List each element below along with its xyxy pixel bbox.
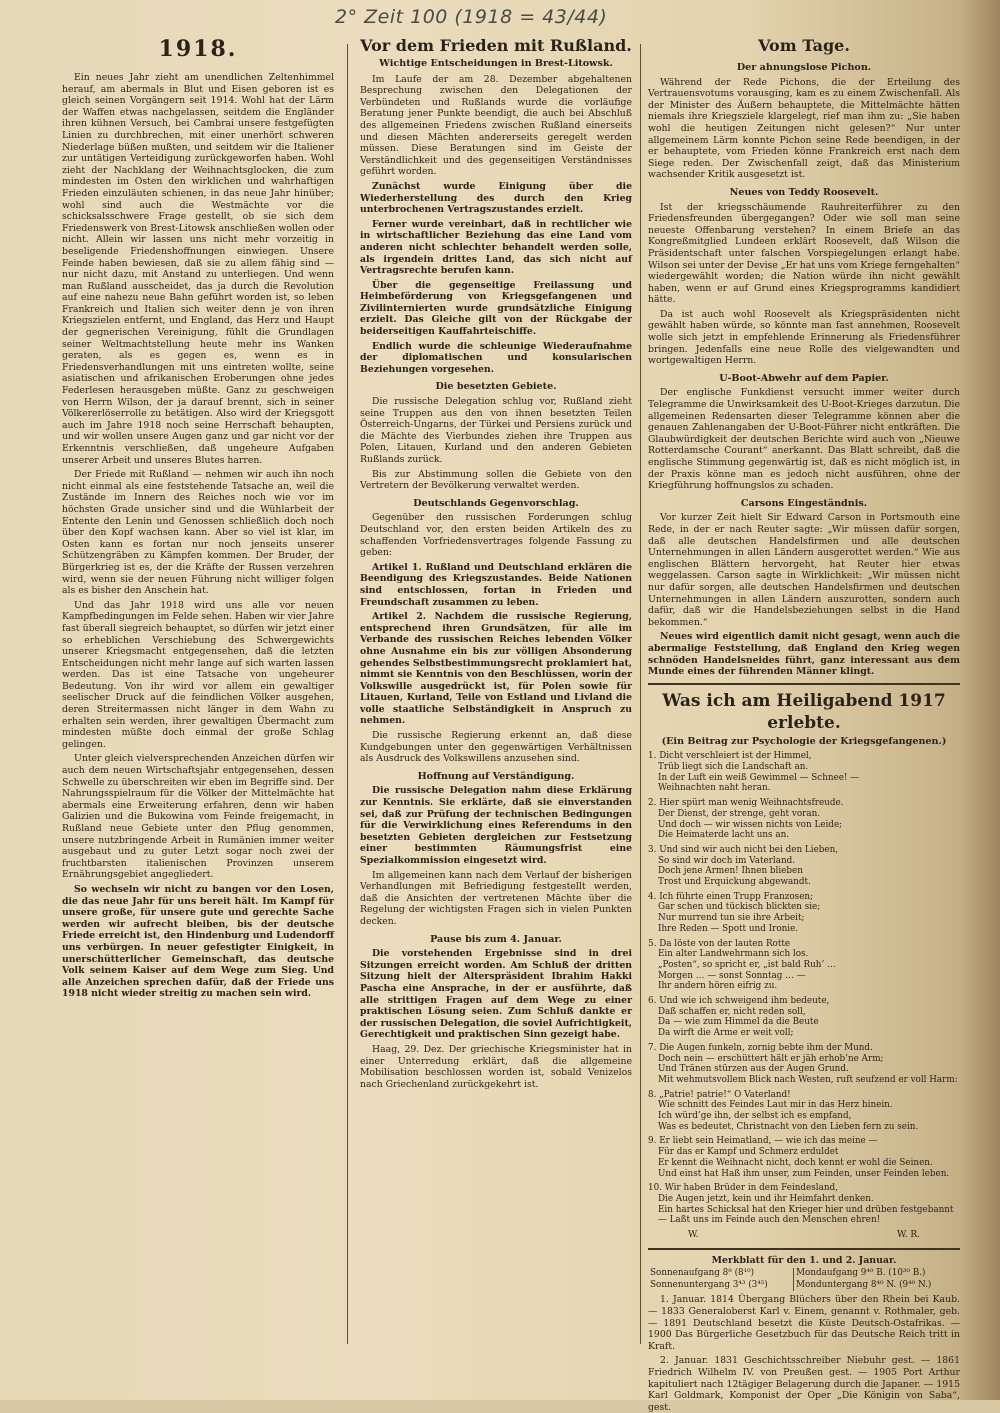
column-vom-tage	[648, 36, 960, 1413]
poem-line: 5. Da löste von der lauten Rotte	[648, 938, 791, 949]
poem-line: — Laßt uns im Feinde auch den Menschen ehren!	[658, 1215, 881, 1226]
poem-line: Die Augen jetzt, kein und ihr Heimfahrt denken.	[658, 1194, 874, 1204]
poem-line: In der Luft ein weiß Gewimmel — Schnee! —	[658, 772, 860, 783]
paragraph: Artikel 2. Nachdem die russische Regierung, entsprechend ihren Grundsätzen, für alle im Verbande des russischen Reiches lebenden Völker ohne Ausnahme ein bis zur völligen Absonderung gehendes Selbstbestimmungsrecht proklamiert hat, nimmt sie Kenntnis von den Beschlüssen, worin der Volkswille ausgedrückt ist, für Polen sowie für Litauen, Kurland, Teile von Estland und Livland die volle staatliche Selbständigkeit in Anspruch zu nehmen.	[360, 611, 632, 727]
column-rule	[640, 44, 641, 1344]
poem-line: Gar schen und tückisch blickten sie;	[658, 902, 821, 913]
poem-stanza	[648, 751, 960, 794]
paragraph: Der englische Funkdienst versucht immer weiter durch Telegramme die Unwirksamkeit des U-Boot-Krieges darzutun. Die allgemeinen Redensarten dieser Telegramme können aber die genauen Zahlenangaben der U-Boot-Führer nicht entkräften. Die Glaubwürdigkeit der deutschen Berichte wird auch von „Nieuwe Rotterdamsche Courant“ anerkannt. Das Blatt schreibt, daß die englische Stimmung gegenwärtig ist, daß es nicht möglich ist, in der Praxis könne man es jedoch nicht ausführen, ohne der Kriegführung hoffnungslos zu schaden.	[648, 387, 960, 492]
poem-line: Die Heimaterde lacht uns an.	[658, 830, 790, 841]
table-cell: Monduntergang 8⁴⁰ N. (9⁴⁰ N.)	[796, 1279, 932, 1290]
signature-line	[648, 1230, 960, 1242]
poem-line: Trüb liegt sich die Landschaft an.	[658, 761, 809, 772]
section-heading: Neues von Teddy Roosevelt.	[729, 186, 879, 198]
calendar-note: 1. Januar. 1814 Übergang Blüchers über den Rhein bei Kaub. — 1833 Generaloberst Karl v. Einem, genannt v. Rothmaler, geb. — 1891 Deutschland besetzt die Küste Deutsch-Ostafrikas. — 1900 Das Bürgerliche Gesetzbuch für das Deutsche Reich tritt in Kraft.	[648, 1294, 960, 1352]
paragraph: Da ist auch wohl Roosevelt als Kriegspräsidenten nicht gewählt haben würde, so könnte man fast annehmen, Roosevelt wolle sich jetzt in empfehlende Erinnerung als Friedensführer bringen. Jedenfalls eine neue Rolle des vielgewandten und wortgewaltigen Herrn.	[648, 308, 960, 367]
poem-line: Trost und Erquickung abgewandt.	[658, 877, 811, 888]
poem	[648, 751, 960, 1226]
paragraph: Unter gleich vielversprechenden Anzeichen dürfen wir auch dem neuen Wirtschaftsjahr entgegensehen, dessen Schwelle zu überschreiten wir eben im Begriffe sind. Der Nahrungsspielraum für die Völker der Mittelmächte hat abermals eine Erweiterung erfahren, denn wir haben Galizien und die Bukowina vom Feinde freigemacht, in Rußland neue Gebiete unter den Pflug genommen, unsere nutzbringende Arbeit in Rumänien immer weiter ausgebaut und zu guter Letzt sogar noch zwei der fruchtbarsten italienischen Provinzen unserem Ernährungsgebiet angegliedert.	[62, 753, 334, 881]
poem-line: Und Tränen stürzen aus der Augen Grund.	[658, 1064, 849, 1075]
poem-stanza	[648, 939, 960, 993]
column-rule	[347, 44, 348, 1344]
table-cell: Sonnenaufgang 8⁸ (8¹⁰)	[648, 1268, 794, 1280]
paragraph: So wechseln wir nicht zu bangen vor den Losen, die das neue Jahr für uns bereit hält. Im Kampf für unsere große, für unsere gute und gerechte Sache werden wir aufrecht bleiben, bis der deutsche Friede erreicht ist, den Hindenburg und Ludendorff uns verbürgen. In neuer gefestigter Einigkeit, in unerschütterlicher Gemeinschaft, das deutsche Volk seinem Kaiser auf dem Wege zum Sieg. Und alle Anzeichen sprechen dafür, daß der Friede uns 1918 nicht wieder streitig zu machen sein wird.	[62, 883, 334, 1000]
poem-line: „Posten“, so spricht er, „ist bald Ruh’ …	[658, 959, 836, 970]
poem-line: Der Dienst, der strenge, geht voran.	[658, 808, 821, 819]
poem-line: So sind wir doch im Vaterland.	[658, 855, 796, 866]
poem-stanza	[648, 845, 960, 888]
section-heading: U-Boot-Abwehr auf dem Papier.	[719, 372, 889, 384]
poem-line: Mit wehmutsvollem Blick nach Westen, ruft seufzend er voll Harm:	[658, 1074, 958, 1085]
poem-line: Er kennt die Weihnacht nicht, doch kennt er wohl die Seinen.	[658, 1157, 933, 1168]
paragraph: Neues wird eigentlich damit nicht gesagt, wenn auch die abermalige Feststellung, daß England den Krieg wegen schnöden Handelsneides führt, ganz interessant aus dem Munde eines der führenden Männer klingt.	[648, 631, 960, 678]
paragraph: Vor kurzer Zeit hielt Sir Edward Carson in Portsmouth eine Rede, in der er nach Reuter sagte: „Wir müssen dafür sorgen, daß alle deutschen Handelsfirmen und alle deutschen Unternehmungen in allen Ländern ausgerottet werden.“ Wie aus englischen Blättern hervorgeht, hat Reuter hier etwas weggelassen. Carson sagte in Wirklichkeit: „Wir müssen nicht nur dafür sorgen, alle deutschen Handelsfirmen und deutschen Unternehmungen in allen Ländern auszurotten, sondern auch dafür, daß wir die Handelsbeziehungen selbst in die Hand bekommen.“	[648, 512, 960, 628]
poem-line: 2. Hier spürt man wenig Weihnachtsfreude.	[648, 798, 844, 809]
paragraph: Und das Jahr 1918 wird uns alle vor neuen Kampfbedingungen im Felde sehen. Haben wir vier Jahre fast überall siegreich behauptet, so dürfen wir jetzt einer so erheblichen Verschiebung des Schwergewichts unserer Kriegsmacht entgegensehen, daß die letzten Entscheidungen nicht mehr lange auf sich warten lassen werden. Das ist eine Tatsache von ungeheurer Bedeutung. Von ihr wird vor allem ein gewaltiger seelischer Druck auf die feindlichen Völker ausgehen, deren Streitermassen nicht länger in dem Wahn zu erhalten sein werden, ihrer gewaltigen Übermacht zum mindesten müßte doch einmal der große Schlag gelingen.	[62, 599, 334, 750]
section-heading: Der ahnungslose Pichon.	[736, 62, 872, 73]
paragraph: Im allgemeinen kann nach dem Verlauf der bisherigen Verhandlungen mit Befriedigung festgestellt werden, daß die Ansichten der vertretenen Mächte über die Regelung der wichtigsten Fragen sich in vielen Punkten decken.	[360, 869, 632, 927]
section-heading: Deutschlands Gegenvorschlag.	[413, 497, 579, 509]
paragraph: Über die gegenseitige Freilassung und Heimbeförderung von Kriegsgefangenen und Zivilinternierten wurde grundsätzliche Einigung erzielt. Das Gleiche gilt von der Rückgabe der beiderseitigen Kauffahrteischiffe.	[360, 279, 632, 338]
calendar-note: 2. Januar. 1831 Geschichtsschreiber Niebuhr gest. — 1861 Friedrich Wilhelm IV. von Preußen gest. — 1905 Port Arthur kapituliert nach 12tägiger Belagerung durch die Japaner. — 1915 Karl Goldmark, Komponist der Oper „Die Königin von Saba“, gest.	[648, 1355, 960, 1413]
poem-line: 1. Dicht verschleiert ist der Himmel,	[648, 751, 812, 762]
poem-line: 9. Er liebt sein Heimatland, — wie ich das meine —	[648, 1136, 878, 1147]
poem-stanza	[648, 892, 960, 935]
table-cell: Mondaufgang 9⁴⁰ B. (10³⁰ B.)	[796, 1268, 926, 1279]
poem-line: Da wirft die Arme er weit voll;	[658, 1028, 794, 1039]
poem-line: Ihre Reden — Spott und Ironie.	[658, 923, 799, 934]
signature-right: W. R.	[896, 1230, 920, 1241]
poem-line: Doch nein — erschüttert hält er jäh erhob’ne Arm;	[658, 1053, 884, 1064]
signature-left: W.	[688, 1230, 699, 1241]
section-heading: Carsons Eingeständnis.	[740, 497, 868, 509]
poem-line: Weihnachten naht heran.	[658, 783, 771, 794]
poem-line: Doch jene Armen! Ihnen blieben	[658, 866, 803, 877]
poem-stanza	[648, 1043, 960, 1086]
paragraph: Die russische Regierung erkennt an, daß diese Kundgebungen unter den gegenwärtigen Verhältnissen als Ausdruck des Volkswillens anzusehen sind.	[360, 730, 632, 765]
paragraph: Zunächst wurde Einigung über die Wiederherstellung des durch den Krieg unterbrochenen Vertragszustandes erzielt.	[360, 180, 632, 216]
poem-line: Ein alter Landwehrmann sich los.	[658, 949, 809, 960]
article-title-1918: 1918.	[158, 36, 238, 62]
poem-line: Und doch — wir wissen nichts von Leide;	[658, 819, 843, 830]
poem-line: Für das er Kampf und Schmerz erduldet	[658, 1147, 839, 1158]
paragraph: Im Laufe der am 28. Dezember abgehaltenen Besprechung zwischen den Delegationen der Verbündeten und Rußlands wurde die vorläufige Beratung jener Punkte beendigt, die auch bei Abschluß des allgemeinen Friedens zwischen Rußland einerseits und diesen Mächten andererseits geregelt werden müssen. Diese Beratungen sind im Geiste der Verständlichkeit und des gegenseitigen Verständnisses geführt worden.	[360, 73, 632, 178]
divider	[648, 683, 960, 685]
section-heading: Pause bis zum 4. Januar.	[430, 933, 562, 945]
paragraph: Artikel 1. Rußland und Deutschland erklären die Beendigung des Kriegszustandes. Beide Nationen sind entschlossen, fortan in Frieden und Freundschaft zusammen zu leben.	[360, 561, 632, 608]
calendar-table	[648, 1268, 960, 1291]
poem-stanza	[648, 996, 960, 1039]
article-subtitle: Wichtige Entscheidungen in Brest-Litowsk.	[379, 58, 613, 69]
calendar-title: Merkblatt für den 1. und 2. Januar.	[711, 1254, 897, 1266]
article-title-vom-tage: Vom Tage.	[758, 36, 850, 55]
paragraph: Endlich wurde die schleunige Wiederaufnahme der diplomatischen und konsularischen Beziehungen vorgesehen.	[360, 340, 632, 375]
poem-line: 6. Und wie ich schweigend ihm bedeute,	[648, 996, 830, 1007]
poem-line: Nur murrend tun sie ihre Arbeit;	[658, 913, 805, 924]
divider	[648, 1248, 960, 1250]
poem-line: 4. Ich führte einen Trupp Franzosen;	[648, 891, 814, 902]
paragraph: Ist der kriegsschäumende Rauhreiterführer zu den Friedensfreunden übergegangen? Oder wie soll man seine neueste Offenbarung verstehen? In einem Briefe an das Kongreßmitglied Lundeen erklärt Roosevelt, daß Wilson die Präsidentschaft unter falschen Vorspiegelungen erlangt habe. Wilson sei unter der Devise „Er hat uns vom Kriege ferngehalten“ wiedergewählt worden; die Nation würde ihn nicht gewählt haben, wenn er auf Grund eines Kriegsprogramms kandidiert hätte.	[648, 201, 960, 306]
poem-stanza	[648, 1183, 960, 1226]
feature-subtitle: (Ein Beitrag zur Psychologie der Kriegsgefangenen.)	[661, 735, 947, 747]
paragraph: Ein neues Jahr zieht am unendlichen Zeltenhimmel herauf, am abermals in Blut und Eisen geboren ist es gleich seinen Vorgängern seit 1914. Wohl hat der Lärm der Waffen etwas nachgelassen, seitdem die Engländer ihren kühnen Versuch, bei Cambrai unsere festgefügten Linien zu durchbrechen, mit einer unerhört schweren Niederlage büßen mußten, und seitdem wir die Italiener zur untätigen Verteidigung zurückgeworfen haben. Wohl zieht der Nachklang der Weihnachtsglocken, die zum mindesten im Osten den wirklichen und wahrhaftigen Frieden einzuläuten schienen, in das neue Jahr hinüber; wohl sind auch die Westmächte vor die schicksalsschwere Frage gestellt, ob sie sich dem Friedenswerk von Brest-Litowsk anschließen wollen oder nicht. Allein wir lassen uns nicht mehr vorzeitig in beseligende Friedenshoffnungen einwiegen. Unsere Feinde haben bewiesen, daß sie zu allem fähig sind — nur nicht dazu, mit Anstand zu unterliegen. Und wenn man Rußland ausscheidet, das ja durch die Revolution auf eine nahezu neue Bahn geführt worden ist, so leben Frankreich und Italien sich weiter denn je von ihren Kriegszielen entfernt, und England, das Herz und Haupt der gegnerischen Vereinigung, fühlt die Grundlagen seiner Weltmachtstellung heute mehr ins Wanken geraten, als es gegen es, wenn es in Friedensverhandlungen mit uns eintreten wollte, seine asiatischen und afrikanischen Eroberungen ohne jedes Federlesen herausgeben müßte. Ganz zu geschweigen von Herrn Wilson, der ja darauf brennt, sich in seiner Völkererlöserrolle zu betätigen. Also wird der Kriegsgott auch im Jahre 1918 noch seine Herrschaft behaupten, und wir wollen unsere Augen ganz und gar nicht vor der Erkenntnis verschließen, daß ungeheure Aufgaben unserer Arbeit und unseres Blutes harren.	[62, 72, 334, 466]
poem-line: 3. Und sind wir auch nicht bei den Lieben,	[648, 844, 839, 855]
table-row	[648, 1280, 960, 1292]
table-cell: Sonnenuntergang 3⁴³ (3⁴⁵)	[648, 1280, 794, 1292]
paragraph: Die vorstehenden Ergebnisse sind in drei Sitzungen erreicht worden. Am Schluß der dritten Sitzung hielt der Alterspräsident Ibrahim Hakki Pascha eine Ansprache, in der er ausführte, daß alle strittigen Fragen auf dem Wege zu einer praktischen Lösung seien. Zum Schluß dankte er der russischen Delegation, die soviel Aufrichtigkeit, Gerechtigkeit und praktischen Sinn gezeigt habe.	[360, 948, 632, 1041]
paragraph: Gegenüber den russischen Forderungen schlug Deutschland vor, den ersten beiden Artikeln des zu schaffenden Vorfriedensvertrages folgende Fassung zu geben:	[360, 512, 632, 559]
poem-line: Wie schnitt des Feindes Laut mir in das Herz hinein.	[658, 1100, 893, 1111]
poem-line: Was es bedeutet, Christnacht von den Lieben fern zu sein.	[658, 1121, 919, 1132]
poem-line: Da — wie zum Himmel da die Beute	[658, 1017, 819, 1028]
paragraph: Der Friede mit Rußland — nehmen wir auch ihn noch nicht einmal als eine feststehende Tatsache an, weil die Zustände im Innern des Reiches noch wie vor im höchsten Grade unsicher sind und die Wühlarbeit der Entente den Lenin und Genossen schließlich doch noch über den Kopf wachsen kann. Aber so viel ist klar, im Osten kann es fortan nur noch jenseits unserer Schützengräben zu Kämpfen kommen. Der Bruder, der Bürgerkrieg ist es, der die Kräfte der Russen verzehren wird, wenn sie der neuen Führung nicht williger folgen als es bisher den Anschein hat.	[62, 469, 334, 597]
poem-stanza	[648, 1090, 960, 1133]
poem-line: Ihr andern hören eifrig zu.	[658, 981, 778, 992]
poem-stanza	[648, 798, 960, 841]
page-edge-shadow	[960, 0, 1000, 1400]
poem-line: Ein hartes Schicksal hat den Krieger hier und drüben festgebannt	[658, 1204, 954, 1215]
column-russia	[360, 36, 632, 1356]
paragraph: Haag, 29. Dez. Der griechische Kriegsminister hat in einer Unterredung erklärt, daß die allgemeine Mobilisation beschlossen worden ist, sobald Venizelos nach Griechenland zurückgekehrt ist.	[360, 1043, 632, 1090]
column-1918	[62, 36, 334, 1356]
archive-annotation: 2° Zeit 100 (1918 = 43/44)	[335, 6, 608, 28]
poem-stanza	[648, 1136, 960, 1179]
paragraph: Bis zur Abstimmung sollen die Gebiete von den Vertretern der Bevölkerung verwaltet werden.	[360, 468, 632, 492]
paragraph: Die russische Delegation schlug vor, Rußland zieht seine Truppen aus den von ihnen besetzten Teilen Österreich-Ungarns, der Türkei und Persiens zurück und die Mächte des Vierbundes ziehen ihre Truppen aus Polen, Litauen, Kurland und den anderen Gebieten Rußlands zurück.	[360, 396, 632, 465]
table-row	[648, 1268, 960, 1280]
poem-line: Ich würd’ge ihn, der selbst ich es empfand,	[658, 1111, 852, 1122]
poem-line: Und einst hat Haß ihm unser, zum Feinden, unser Feinden leben.	[658, 1168, 950, 1179]
poem-line: 10. Wir haben Brüder in dem Feindesland,	[648, 1183, 838, 1194]
poem-line: Morgen … — sonst Sonntag … —	[658, 970, 806, 981]
feature-title: Was ich am Heiligabend 1917 erlebte.	[662, 690, 946, 733]
poem-line: 7. Die Augen funkeln, zornig bebte ihm der Mund.	[648, 1042, 873, 1053]
paragraph: Während der Rede Pichons, die der Erteilung des Vertrauensvotums vorausging, kam es zu einem Zwischenfall. Als der Minister des Äußern behauptete, die Mittelmächte hätten niemals ihre Kriegsziele klargelegt, rief man ihm zu: „Sie haben wohl die heutigen Zeitungen nicht gelesen?“ Nur unter allgemeinem Lärm konnte Pichon seine Rede beendigen, in der er behauptete, vom Frieden könne Frankreich erst nach dem Siege reden. Der Zwischenfall zeigt, daß das Ministerium wachsender Kritik ausgesetzt ist.	[648, 76, 960, 181]
poem-line: Daß schaffen er, nicht reden soll,	[658, 1006, 806, 1017]
poem-line: 8. „Patrie! patrie!“ O Vaterland!	[648, 1089, 791, 1100]
section-heading: Die besetzten Gebiete.	[435, 381, 557, 393]
paragraph: Die russische Delegation nahm diese Erklärung zur Kenntnis. Sie erklärte, daß sie einverstanden sei, daß zur Prüfung der technischen Bedingungen für die Verwirklichung eines Referendums in den besetzten Gebieten dergleichen zur Festsetzung einer bestimmten Räumungsfrist eine Spezialkommission eingesetzt wird.	[360, 785, 632, 866]
section-heading: Hoffnung auf Verständigung.	[417, 770, 575, 782]
paragraph: Ferner wurde vereinbart, daß in rechtlicher wie in wirtschaftlicher Beziehung das eine Land vom anderen nicht schlechter behandelt werden solle, als irgendein drittes Land, das sich nicht auf Vertragsrechte berufen kann.	[360, 218, 632, 277]
article-title-russia: Vor dem Frieden mit Rußland.	[360, 36, 632, 55]
